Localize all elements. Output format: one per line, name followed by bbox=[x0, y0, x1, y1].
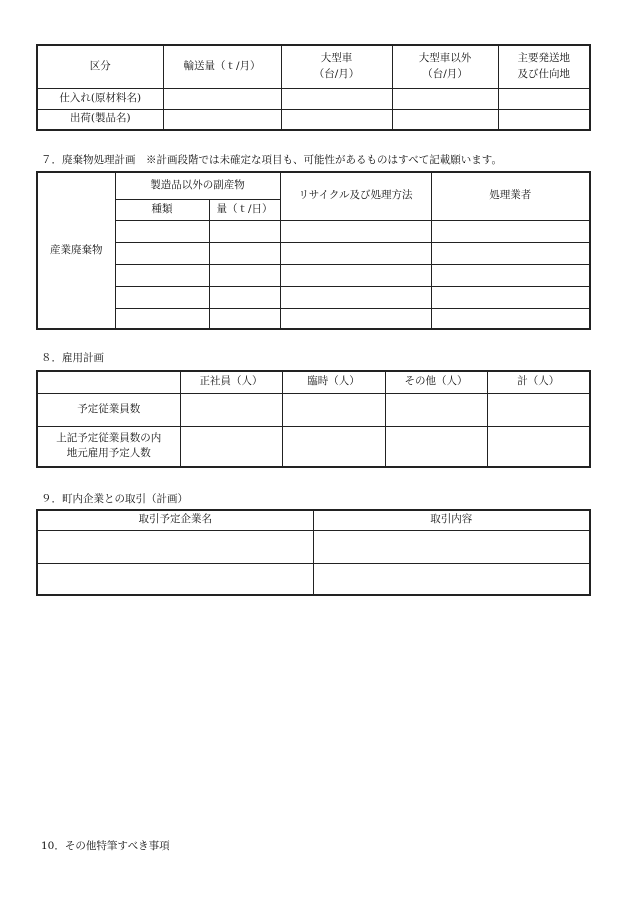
input-cell[interactable] bbox=[392, 88, 498, 109]
input-cell[interactable] bbox=[281, 88, 392, 109]
input-cell[interactable] bbox=[313, 530, 590, 563]
input-cell[interactable] bbox=[280, 242, 431, 264]
input-cell[interactable] bbox=[280, 220, 431, 242]
waste-table bbox=[36, 171, 591, 330]
input-cell[interactable] bbox=[392, 109, 498, 130]
input-cell[interactable] bbox=[180, 426, 282, 467]
header-regular: 正社員（人） bbox=[180, 371, 282, 393]
byproduct-header: 製造品以外の副産物 bbox=[115, 172, 280, 199]
input-cell[interactable] bbox=[431, 220, 590, 242]
header-temporary: 臨時（人） bbox=[282, 371, 385, 393]
input-cell[interactable] bbox=[209, 308, 280, 329]
input-cell[interactable] bbox=[209, 220, 280, 242]
header-category: 区分 bbox=[37, 45, 163, 88]
input-cell[interactable] bbox=[385, 393, 487, 426]
section8-title: ８．雇用計画 bbox=[41, 352, 104, 364]
input-cell[interactable] bbox=[163, 88, 281, 109]
input-cell[interactable] bbox=[115, 286, 209, 308]
header-large-vehicle: 大型車 （台/月） bbox=[281, 45, 392, 88]
input-cell[interactable] bbox=[282, 393, 385, 426]
header-non-large-vehicle: 大型車以外 （台/月） bbox=[392, 45, 498, 88]
header-origin-destination: 主要発送地 及び仕向地 bbox=[498, 45, 590, 88]
input-cell[interactable] bbox=[281, 109, 392, 130]
input-cell[interactable] bbox=[37, 563, 313, 595]
input-cell[interactable] bbox=[209, 242, 280, 264]
input-cell[interactable] bbox=[431, 308, 590, 329]
local-hire-label: 上記予定従業員数の内 地元雇用予定人数 bbox=[37, 426, 180, 467]
header-trade-content: 取引内容 bbox=[313, 510, 590, 530]
input-cell[interactable] bbox=[385, 426, 487, 467]
industrial-waste-label: 産業廃棄物 bbox=[37, 172, 115, 329]
input-cell[interactable] bbox=[180, 393, 282, 426]
header-company: 取引予定企業名 bbox=[37, 510, 313, 530]
input-cell[interactable] bbox=[115, 264, 209, 286]
header-total: 計（人） bbox=[487, 371, 590, 393]
transport-table bbox=[36, 44, 591, 131]
input-cell[interactable] bbox=[209, 264, 280, 286]
input-cell[interactable] bbox=[115, 242, 209, 264]
section9-title: ９．町内企業との取引（計画） bbox=[41, 493, 188, 505]
handler-header: 処理業者 bbox=[431, 172, 590, 220]
input-cell[interactable] bbox=[280, 286, 431, 308]
section10-title: 10．その他特筆すべき事項 bbox=[41, 840, 170, 852]
input-cell[interactable] bbox=[431, 286, 590, 308]
planned-employees-label: 予定従業員数 bbox=[37, 393, 180, 426]
header-volume: 輸送量（ｔ/月） bbox=[163, 45, 281, 88]
local-trade-table bbox=[36, 509, 591, 596]
input-cell[interactable] bbox=[431, 242, 590, 264]
input-cell[interactable] bbox=[280, 308, 431, 329]
input-cell[interactable] bbox=[487, 393, 590, 426]
employment-table bbox=[36, 370, 591, 468]
empty-header-cell bbox=[37, 371, 180, 393]
input-cell[interactable] bbox=[37, 530, 313, 563]
input-cell[interactable] bbox=[313, 563, 590, 595]
input-cell[interactable] bbox=[115, 220, 209, 242]
input-cell[interactable] bbox=[282, 426, 385, 467]
row-label-purchase: 仕入れ(原材料名) bbox=[37, 88, 163, 109]
input-cell[interactable] bbox=[487, 426, 590, 467]
kind-header: 種類 bbox=[115, 199, 209, 220]
input-cell[interactable] bbox=[498, 88, 590, 109]
recycle-method-header: リサイクル及び処理方法 bbox=[280, 172, 431, 220]
input-cell[interactable] bbox=[498, 109, 590, 130]
input-cell[interactable] bbox=[209, 286, 280, 308]
input-cell[interactable] bbox=[163, 109, 281, 130]
header-other: その他（人） bbox=[385, 371, 487, 393]
input-cell[interactable] bbox=[431, 264, 590, 286]
row-label-shipment: 出荷(製品名) bbox=[37, 109, 163, 130]
input-cell[interactable] bbox=[280, 264, 431, 286]
amount-header: 量（ｔ/日） bbox=[209, 199, 280, 220]
section7-title: ７．廃棄物処理計画 ※計画段階では未確定な項目も、可能性があるものはすべて記載願います。 bbox=[41, 154, 502, 166]
input-cell[interactable] bbox=[115, 308, 209, 329]
